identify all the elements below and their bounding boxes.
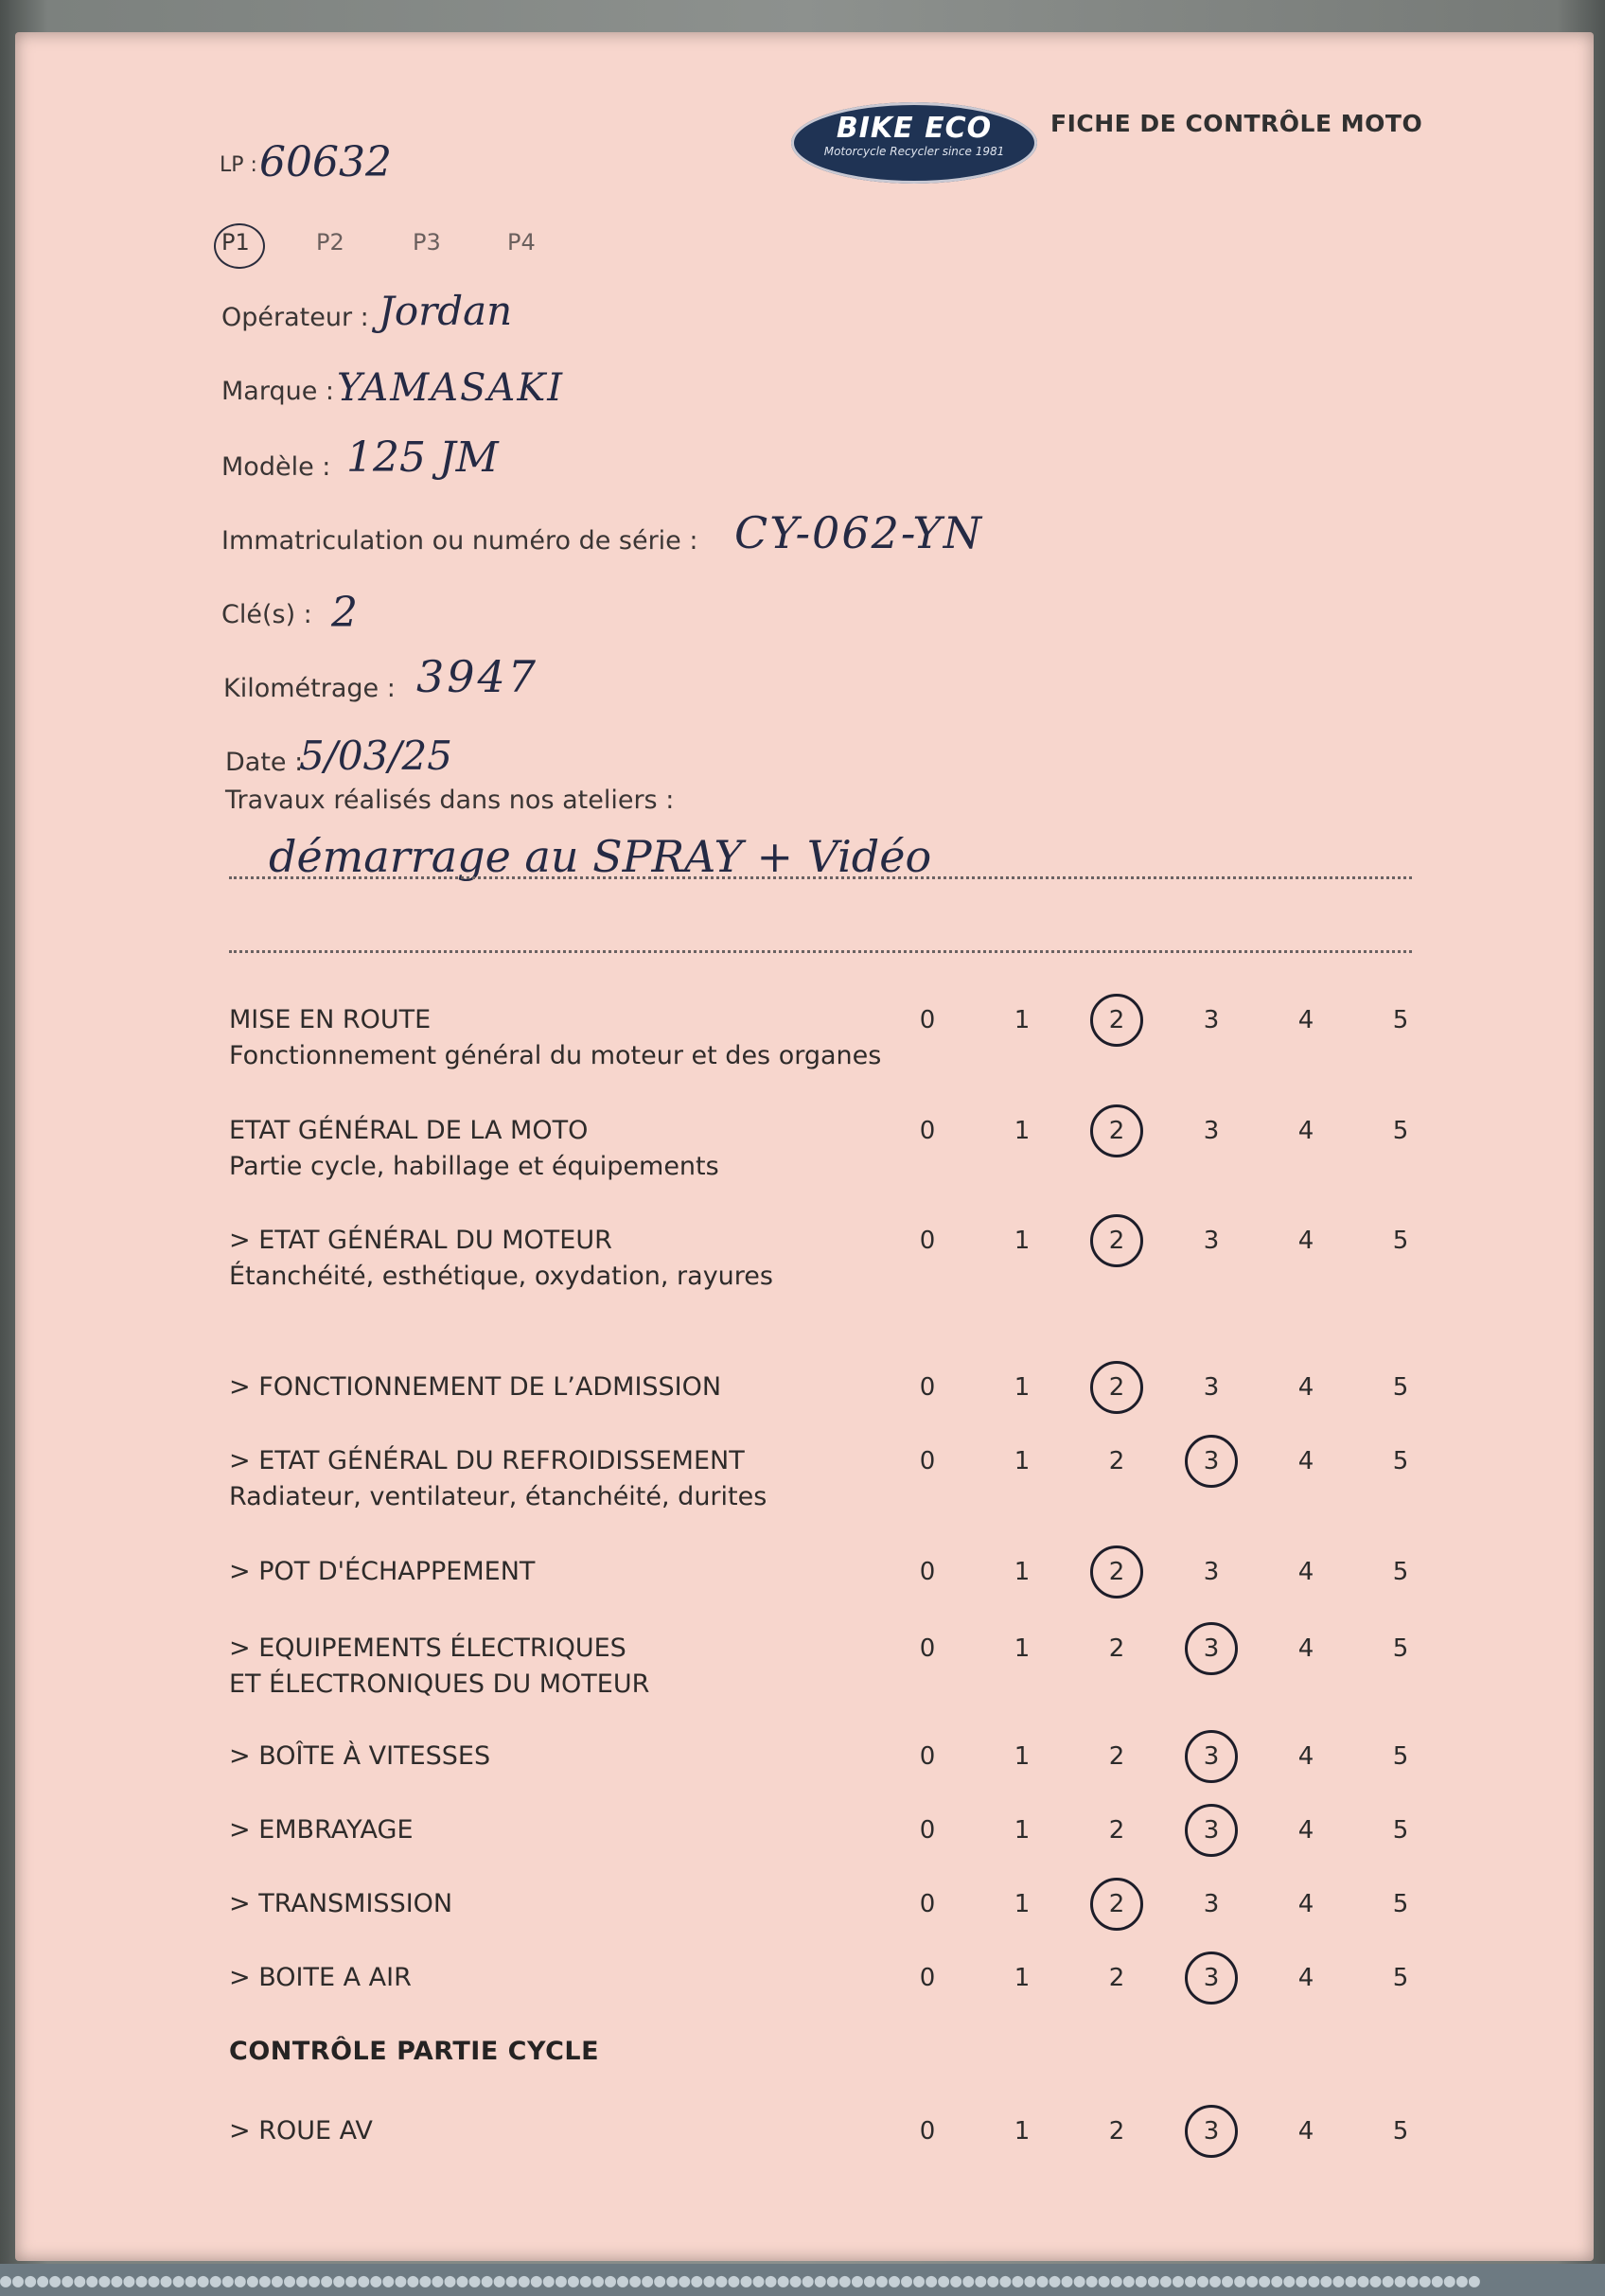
score-option[interactable]: 4: [1297, 1117, 1314, 1145]
score-option[interactable]: 4: [1297, 1742, 1314, 1771]
row-label: > BOÎTE À VITESSES: [229, 1741, 491, 1771]
score-option[interactable]: 0: [919, 1890, 936, 1918]
row-label: > ETAT GÉNÉRAL DU MOTEUR: [229, 1226, 612, 1255]
brand-label: Marque :: [221, 377, 335, 406]
score-option[interactable]: 2: [1108, 1816, 1125, 1845]
score-option[interactable]: 3: [1203, 1227, 1220, 1255]
score-option[interactable]: 1: [1014, 1816, 1031, 1845]
score-option[interactable]: 5: [1392, 1117, 1409, 1145]
score-option[interactable]: 3: [1185, 1730, 1238, 1783]
mileage-value[interactable]: 3947: [416, 651, 539, 702]
works-line-2: [229, 950, 1412, 953]
score-option[interactable]: 3: [1203, 1558, 1220, 1586]
row-sublabel: Étanchéité, esthétique, oxydation, rayures: [229, 1262, 773, 1291]
score-option[interactable]: 2: [1108, 1634, 1125, 1663]
score-option[interactable]: 4: [1297, 1373, 1314, 1402]
score-option[interactable]: 0: [919, 1558, 936, 1586]
score-option[interactable]: 2: [1090, 1878, 1143, 1931]
score-option[interactable]: 3: [1185, 1435, 1238, 1488]
keys-value[interactable]: 2: [331, 589, 358, 637]
works-line-1: [229, 876, 1412, 879]
score-option[interactable]: 4: [1297, 1816, 1314, 1845]
score-option[interactable]: 0: [919, 1964, 936, 1992]
operator-value[interactable]: Jordan: [379, 288, 513, 334]
score-option[interactable]: 2: [1108, 1742, 1125, 1771]
score-option[interactable]: 1: [1014, 1558, 1031, 1586]
score-option[interactable]: 1: [1014, 1227, 1031, 1255]
score-option[interactable]: 5: [1392, 1890, 1409, 1918]
score-option[interactable]: 0: [919, 1634, 936, 1663]
score-option[interactable]: 1: [1014, 1742, 1031, 1771]
position-p2[interactable]: P2: [316, 229, 344, 256]
operator-label: Opérateur :: [221, 303, 369, 332]
position-p4[interactable]: P4: [507, 229, 536, 256]
score-option[interactable]: 5: [1392, 1816, 1409, 1845]
score-option[interactable]: 1: [1014, 1447, 1031, 1475]
row-label: > POT D'ÉCHAPPEMENT: [229, 1557, 536, 1586]
logo-text: BIKE ECO: [836, 112, 993, 145]
score-option[interactable]: 5: [1392, 1634, 1409, 1663]
score-option[interactable]: 4: [1297, 1634, 1314, 1663]
score-option[interactable]: 5: [1392, 1447, 1409, 1475]
model-value[interactable]: 125 JM: [346, 433, 499, 482]
keys-label: Clé(s) :: [221, 600, 312, 629]
score-option[interactable]: 1: [1014, 2117, 1031, 2146]
position-p3[interactable]: P3: [413, 229, 441, 256]
score-option[interactable]: 0: [919, 1117, 936, 1145]
score-option[interactable]: 5: [1392, 2117, 1409, 2146]
score-option[interactable]: 1: [1014, 1634, 1031, 1663]
row-label: > FONCTIONNEMENT DE L’ADMISSION: [229, 1372, 722, 1402]
date-value[interactable]: 5/03/25: [299, 733, 452, 779]
row-sublabel: Radiateur, ventilateur, étanchéité, durites: [229, 1482, 767, 1511]
position-p1[interactable]: P1: [221, 229, 250, 256]
score-option[interactable]: 1: [1014, 1373, 1031, 1402]
logo-subtitle: Motorcycle Recycler since 1981: [823, 145, 1005, 158]
row-sublabel: Fonctionnement général du moteur et des organes: [229, 1041, 882, 1070]
score-option[interactable]: 0: [919, 1227, 936, 1255]
date-label: Date :: [225, 748, 304, 777]
score-option[interactable]: 3: [1185, 2105, 1238, 2158]
score-option[interactable]: 3: [1203, 1117, 1220, 1145]
row-label: > BOITE A AIR: [229, 1963, 412, 1992]
score-option[interactable]: 5: [1392, 1373, 1409, 1402]
lp-label: LP :: [220, 153, 257, 177]
works-label: Travaux réalisés dans nos ateliers :: [225, 786, 675, 815]
score-option[interactable]: 5: [1392, 1742, 1409, 1771]
score-option[interactable]: 4: [1297, 1006, 1314, 1034]
row-label: ETAT GÉNÉRAL DE LA MOTO: [229, 1116, 589, 1145]
mileage-label: Kilométrage :: [223, 674, 396, 703]
score-option[interactable]: 3: [1203, 1890, 1220, 1918]
score-option[interactable]: 1: [1014, 1964, 1031, 1992]
score-option[interactable]: 5: [1392, 1558, 1409, 1586]
score-option[interactable]: 3: [1185, 1622, 1238, 1675]
score-option[interactable]: 1: [1014, 1117, 1031, 1145]
score-option[interactable]: 2: [1108, 2117, 1125, 2146]
lp-value: 60632: [259, 138, 392, 186]
score-option[interactable]: 3: [1185, 1952, 1238, 2005]
score-option[interactable]: 4: [1297, 1227, 1314, 1255]
score-option[interactable]: 5: [1392, 1227, 1409, 1255]
registration-label: Immatriculation ou numéro de série :: [221, 526, 698, 556]
score-option[interactable]: 4: [1297, 1558, 1314, 1586]
score-option[interactable]: 2: [1108, 1447, 1125, 1475]
registration-value[interactable]: CY-062-YN: [734, 507, 983, 558]
row-sublabel: Partie cycle, habillage et équipements: [229, 1152, 719, 1181]
row-label: MISE EN ROUTE: [229, 1005, 432, 1034]
score-option[interactable]: 3: [1185, 1804, 1238, 1857]
row-label: > EQUIPEMENTS ÉLECTRIQUES: [229, 1634, 626, 1663]
score-option[interactable]: 0: [919, 2117, 936, 2146]
model-label: Modèle :: [221, 452, 331, 482]
score-option[interactable]: 5: [1392, 1964, 1409, 1992]
score-option[interactable]: 4: [1297, 1890, 1314, 1918]
score-option[interactable]: 2: [1090, 1361, 1143, 1414]
score-option[interactable]: 0: [919, 1742, 936, 1771]
score-option[interactable]: 1: [1014, 1890, 1031, 1918]
row-label: > ETAT GÉNÉRAL DU REFROIDISSEMENT: [229, 1446, 745, 1475]
score-option[interactable]: 4: [1297, 1964, 1314, 1992]
score-option[interactable]: 2: [1090, 994, 1143, 1047]
score-option[interactable]: 2: [1090, 1214, 1143, 1267]
score-option[interactable]: 0: [919, 1816, 936, 1845]
row-label: > EMBRAYAGE: [229, 1815, 414, 1845]
score-option[interactable]: 0: [919, 1373, 936, 1402]
score-option[interactable]: 3: [1203, 1373, 1220, 1402]
score-option[interactable]: 1: [1014, 1006, 1031, 1034]
score-option[interactable]: 2: [1090, 1104, 1143, 1157]
section-cycle-title: CONTRÔLE PARTIE CYCLE: [229, 2037, 600, 2066]
score-option[interactable]: 4: [1297, 2117, 1314, 2146]
brand-value[interactable]: YAMASAKI: [337, 366, 565, 410]
score-option[interactable]: 2: [1108, 1964, 1125, 1992]
score-option[interactable]: 5: [1392, 1006, 1409, 1034]
page-title: FICHE DE CONTRÔLE MOTO: [1050, 110, 1423, 137]
score-option[interactable]: 3: [1203, 1006, 1220, 1034]
score-option[interactable]: 4: [1297, 1447, 1314, 1475]
score-option[interactable]: 2: [1090, 1545, 1143, 1598]
bike-eco-logo: [791, 102, 1037, 184]
row-sublabel: ET ÉLECTRONIQUES DU MOTEUR: [229, 1669, 650, 1699]
score-option[interactable]: 0: [919, 1447, 936, 1475]
score-option[interactable]: 0: [919, 1006, 936, 1034]
works-value[interactable]: démarrage au SPRAY + Vidéo: [269, 831, 932, 882]
row-label: > TRANSMISSION: [229, 1889, 453, 1918]
sleeve-binding-holes: ●●●●●●●●●●●●●●●●●●●●●●●●●●●●●●●●●●●●●●●●●●●●●●●●●●●●●●●●●●●●●●●●●●●●●●●●●●●●●●●●●●●●●●●●●●●●●●●●●●●●●●●●●●●●●●●●●●●●●●●●: [0, 2264, 1605, 2296]
row-label: > ROUE AV: [229, 2116, 373, 2146]
